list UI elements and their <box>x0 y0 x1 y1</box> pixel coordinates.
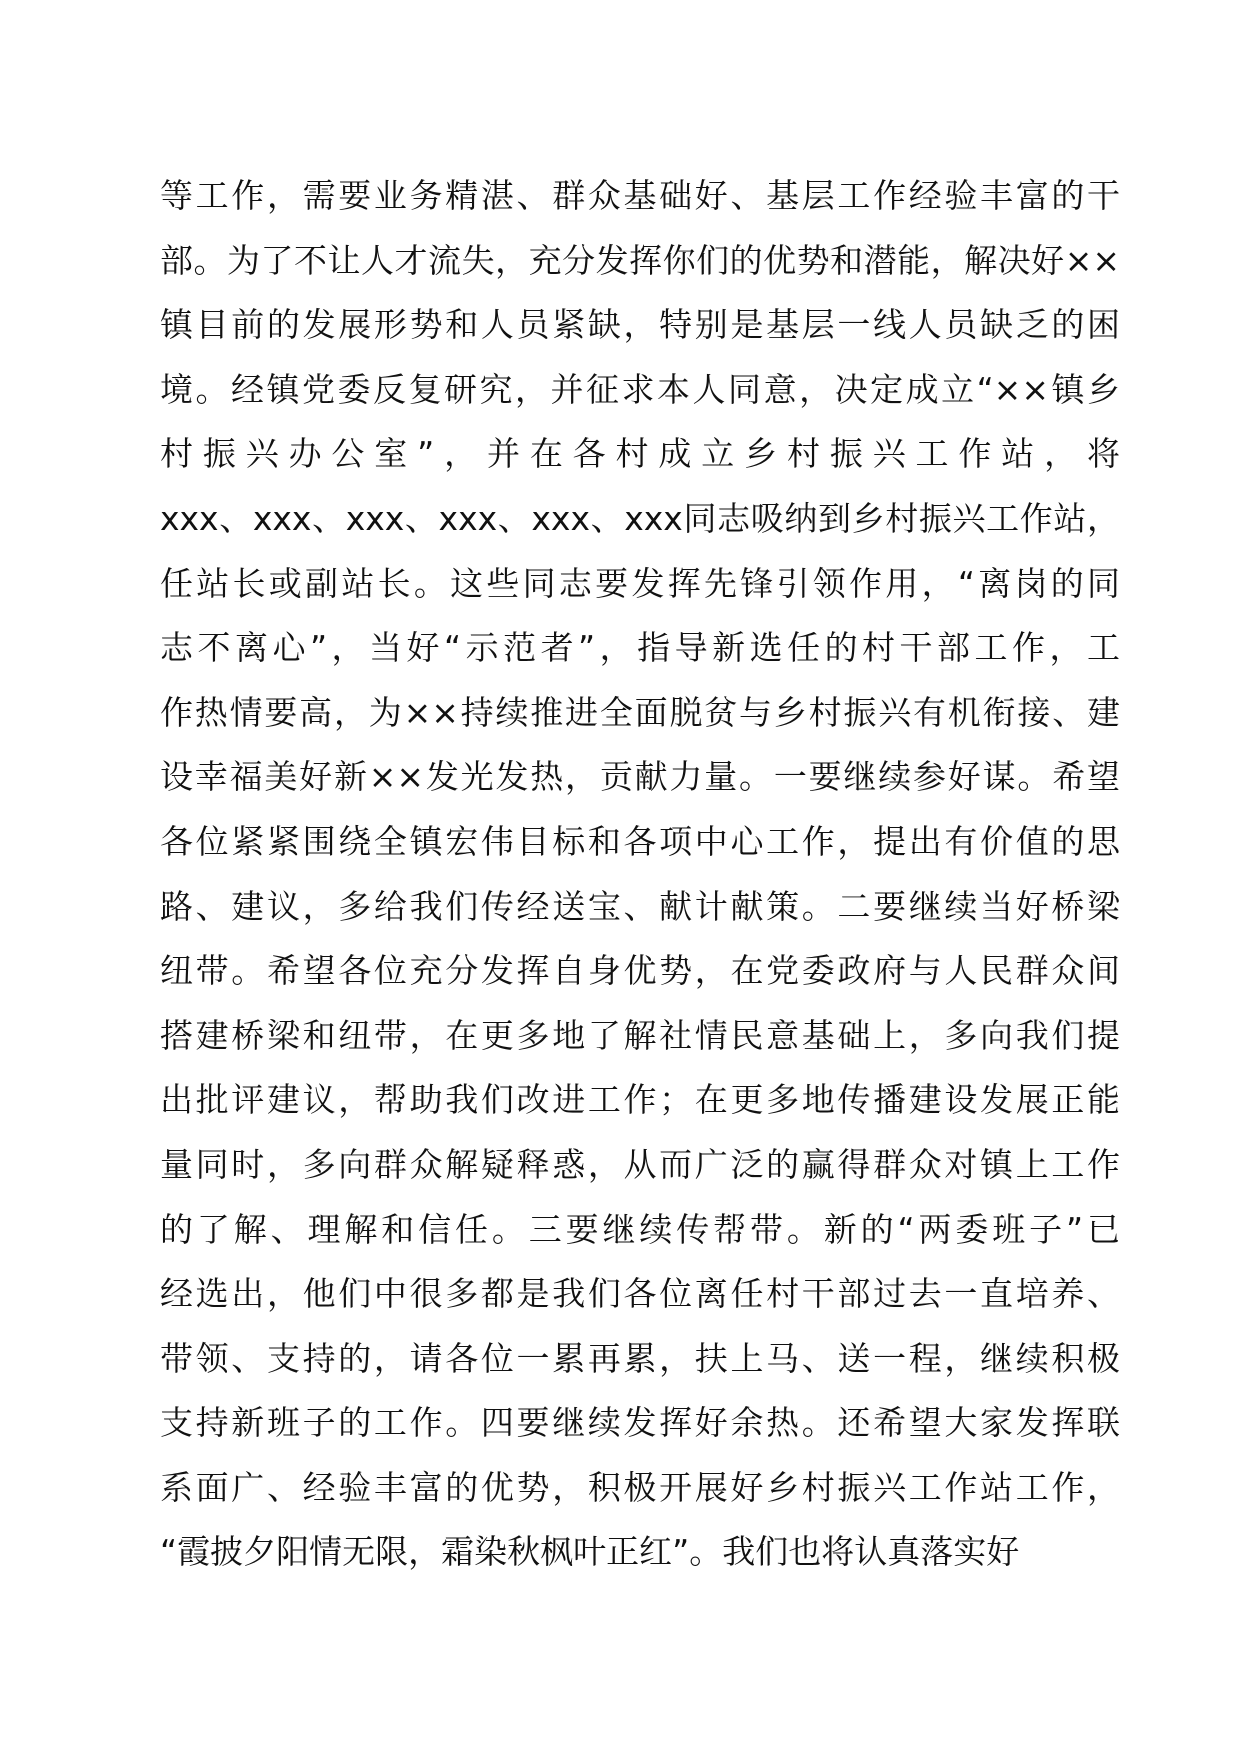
text-line: “霞披夕阳情无限，霜染秋枫叶正红”。我们也将认真落实好 <box>160 1532 1020 1572</box>
text-line: 作热情要高，为××持续推进全面脱贫与乡村振兴有机衔接、建 <box>160 692 1120 732</box>
text-line: 出批评建议，帮助我们改进工作；在更多地传播建设发展正能 <box>160 1080 1120 1120</box>
text-line: 任站长或副站长。这些同志要发挥先锋引领作用，“离岗的同 <box>160 563 1120 603</box>
text-line: 的了解、理解和信任。三要继续传帮带。新的“两委班子”已 <box>160 1209 1120 1249</box>
text-line: 经选出，他们中很多都是我们各位离任村干部过去一直培养、 <box>160 1274 1120 1314</box>
text-line: 镇目前的发展形势和人员紧缺，特别是基层一线人员缺乏的困 <box>160 305 1120 345</box>
text-line: 支持新班子的工作。四要继续发挥好余热。还希望大家发挥联 <box>160 1403 1120 1443</box>
text-line: 带领、支持的，请各位一累再累，扶上马、送一程，继续积极 <box>160 1338 1120 1378</box>
text-line: 各位紧紧围绕全镇宏伟目标和各项中心工作，提出有价值的思 <box>160 821 1120 861</box>
text-line: 路、建议，多给我们传经送宝、献计献策。二要继续当好桥梁 <box>160 886 1120 926</box>
text-line: 部。为了不让人才流失，充分发挥你们的优势和潜能，解决好×× <box>160 240 1120 280</box>
text-line: 境。经镇党委反复研究，并征求本人同意，决定成立“××镇乡 <box>160 369 1120 409</box>
text-line: 搭建桥梁和纽带，在更多地了解社情民意基础上，多向我们提 <box>160 1015 1120 1055</box>
text-line: 设幸福美好新××发光发热，贡献力量。一要继续参好谋。希望 <box>160 757 1120 797</box>
body-text <box>160 164 1120 1585</box>
text-line: xxx、xxx、xxx、xxx、xxx、xxx同志吸纳到乡村振兴工作站， <box>160 498 1120 538</box>
text-line: 纽带。希望各位充分发挥自身优势，在党委政府与人民群众间 <box>160 951 1120 991</box>
text-line: 系面广、经验丰富的优势，积极开展好乡村振兴工作站工作， <box>160 1467 1120 1507</box>
text-line: 量同时，多向群众解疑释惑，从而广泛的赢得群众对镇上工作 <box>160 1144 1120 1184</box>
text-line: 志不离心”，当好“示范者”，指导新选任的村干部工作，工 <box>160 628 1120 668</box>
text-line: 村振兴办公室”，并在各村成立乡村振兴工作站，将 <box>160 434 1120 474</box>
text-line: 等工作，需要业务精湛、群众基础好、基层工作经验丰富的干 <box>160 176 1120 215</box>
